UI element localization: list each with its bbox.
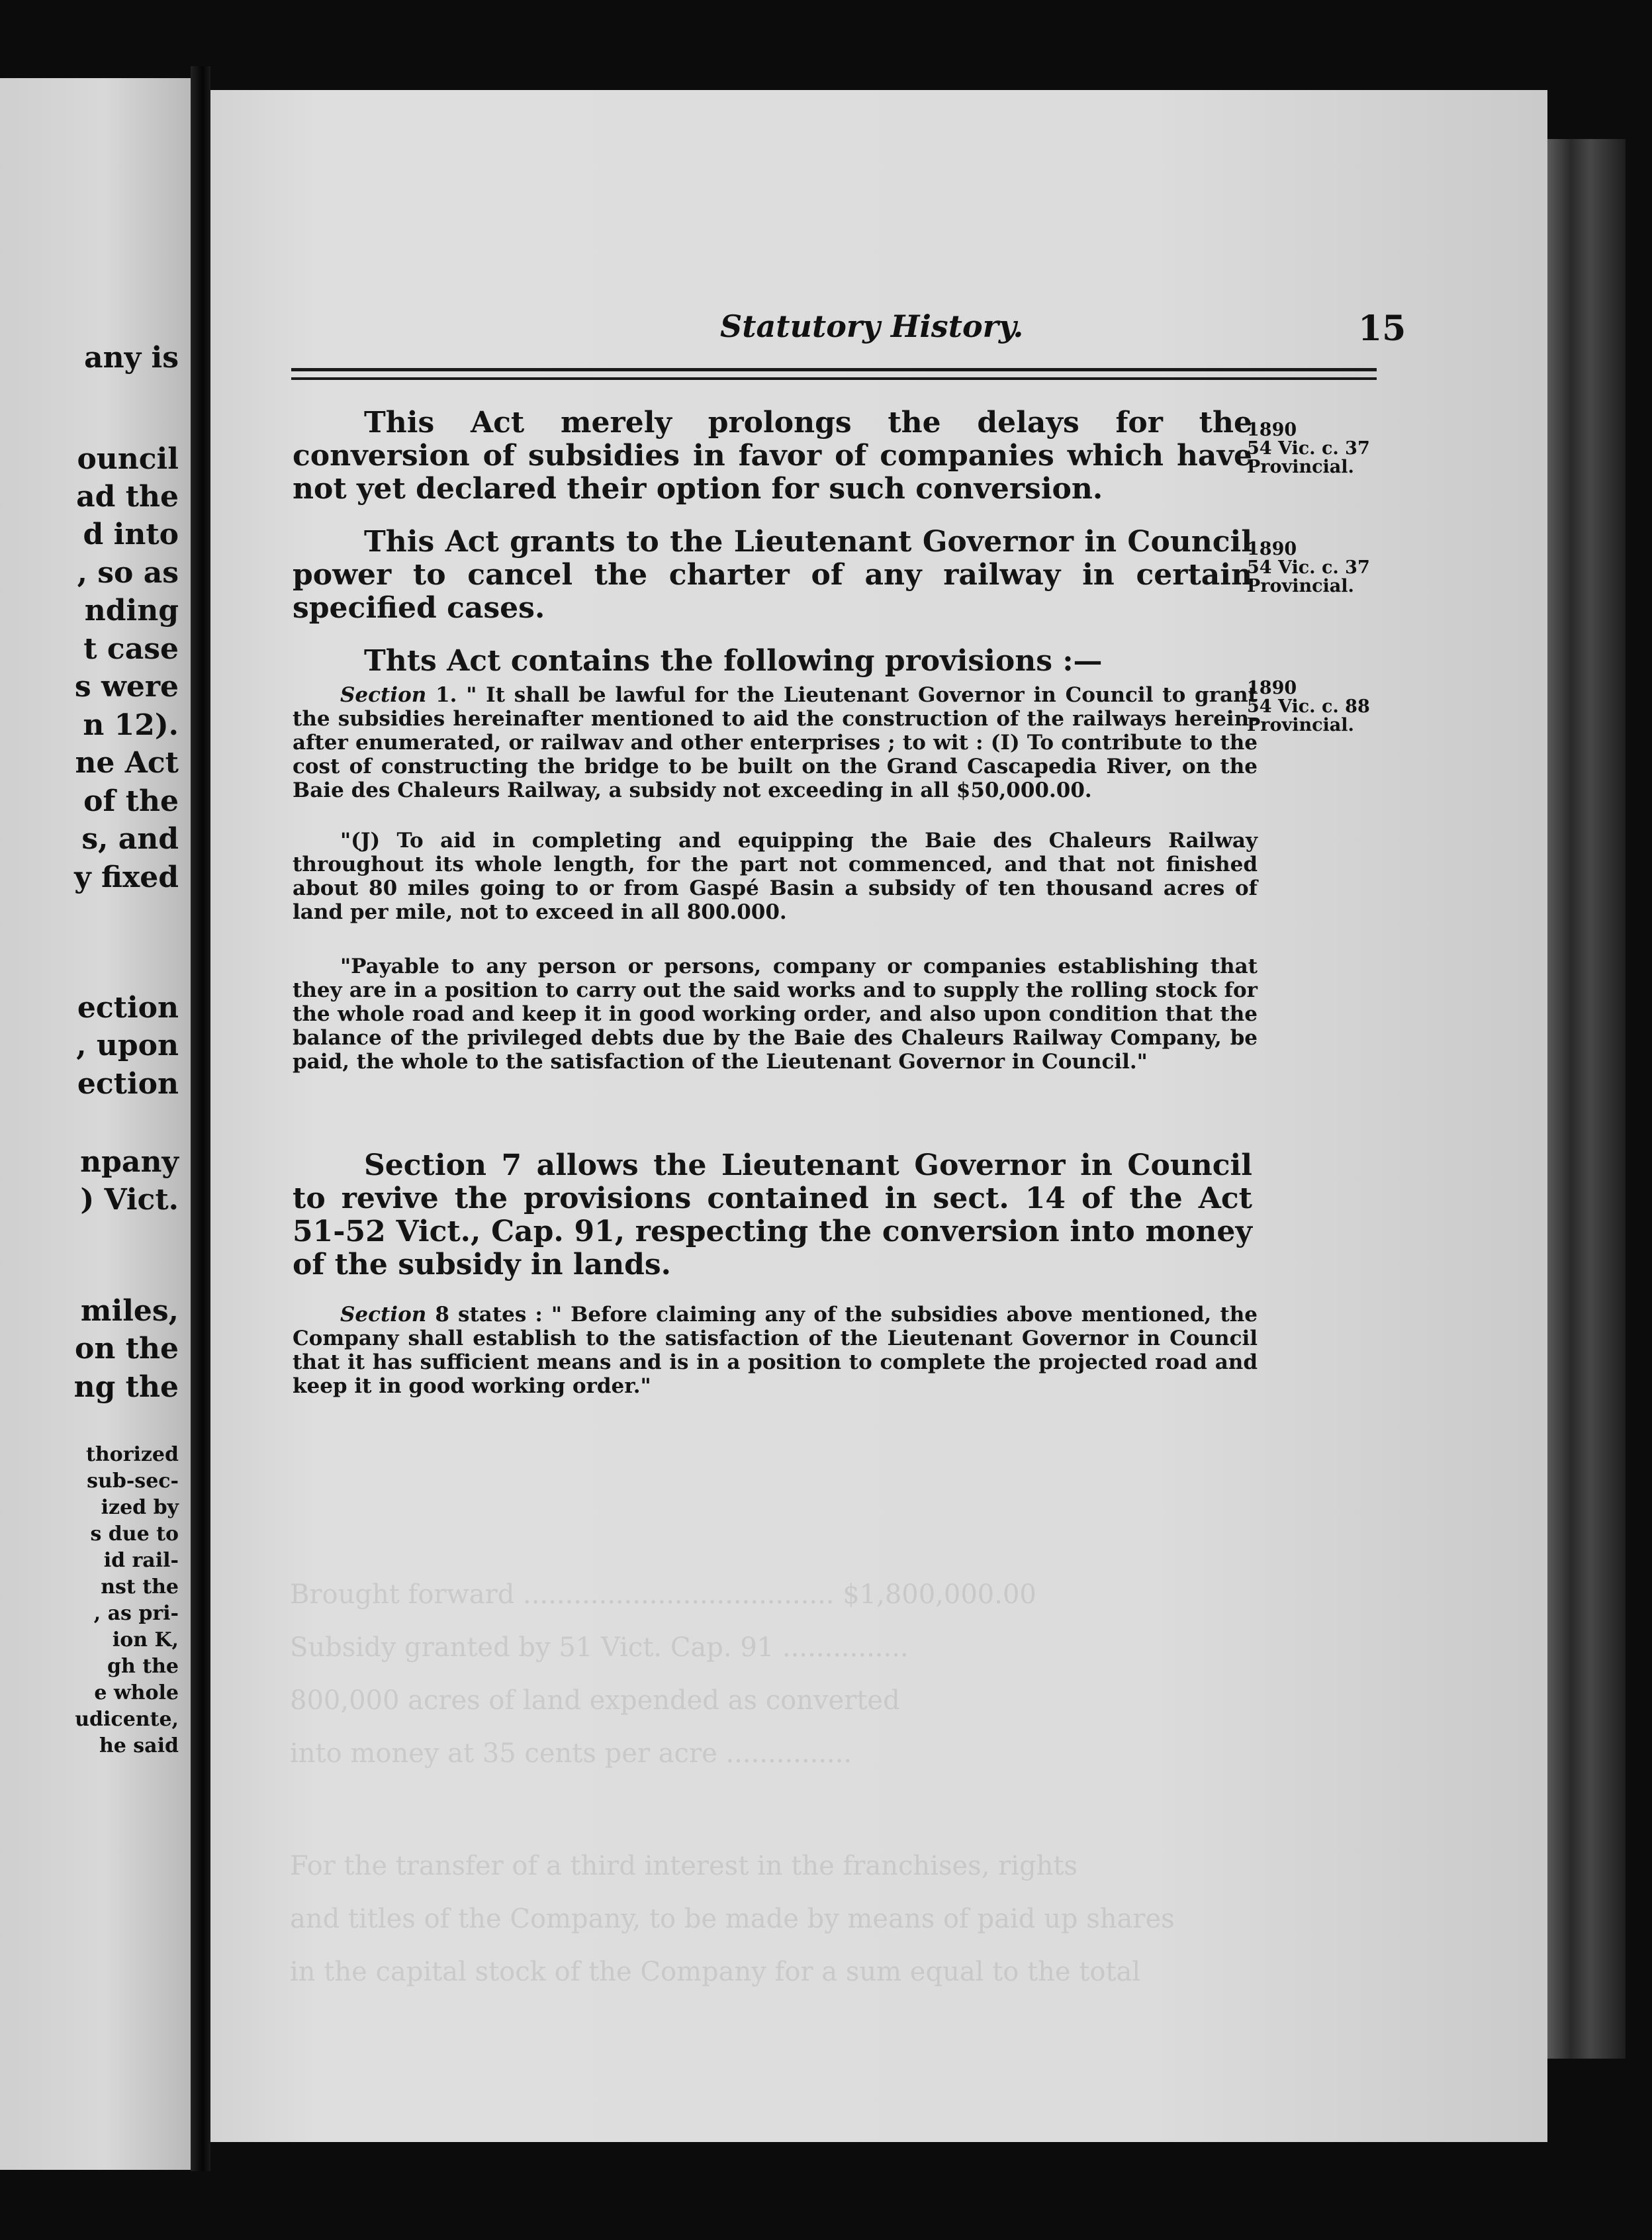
paragraph-2: This Act grants to the Lieutenant Governor in Council power to cancel the charter of any railway in certain specified cases.	[293, 525, 1252, 625]
margin-note-type: Provincial.	[1247, 715, 1354, 735]
previous-page-line: nding	[84, 594, 179, 628]
previous-page-line: ) Vict.	[80, 1183, 179, 1217]
bleed-through: For the transfer of a third interest in the franchises, rights	[290, 1851, 1078, 1881]
section-1-paragraph	[293, 683, 1258, 802]
previous-page-line: udicente,	[75, 1708, 179, 1731]
previous-page-line: s were	[74, 670, 179, 704]
previous-page-line: s, and	[81, 822, 179, 856]
previous-page-line: of the	[83, 784, 179, 818]
previous-page-line: miles,	[80, 1294, 179, 1328]
previous-page-line: ad the	[76, 480, 179, 514]
section-1-j-paragraph: "(J) To aid in completing and equipping the Baie des Chaleurs Railway throughout its whole length, for the part not commenced, and that not finished about 80 miles going to or from Gaspé Basin a subsidy of ten thousand acres of land per mile, not to exceed in all 800.000.	[293, 829, 1258, 924]
section-1-text: 1. " It shall be lawful for the Lieutenant Governor in Council to grant the subsidies hereinafter mentioned to aid the construction of the railways herein-after enumerated, or railwav and other enterprises ; to wit : (I) To contribute to the cost of constructing the bridge to be built on the Grand Cascapedia River, on the Baie des Chaleurs Railway, a subsidy not exceeding in all $50,000.00.	[293, 683, 1258, 802]
previous-page-line: e whole	[94, 1681, 179, 1704]
previous-page-line: ne Act	[75, 746, 179, 780]
margin-note	[1247, 421, 1370, 477]
header-rule	[291, 368, 1377, 371]
previous-page-line: gh the	[107, 1655, 179, 1678]
section-label: Section	[340, 1303, 427, 1327]
previous-page-line: he said	[99, 1734, 179, 1757]
book-spine	[191, 66, 210, 2171]
margin-note-act: 54 Vic. c. 37	[1247, 557, 1370, 578]
header-rule	[291, 377, 1377, 380]
previous-page-line: id rail-	[103, 1549, 179, 1572]
previous-page-line: t case	[83, 632, 179, 666]
section-8-text: 8 states : " Before claiming any of the subsidies above mentioned, the Company shall establish to the satisfaction of the Lieutenant Governor in Council that it has sufficient means and is in a position to complete the projected road and keep it in good working order."	[293, 1303, 1258, 1398]
previous-page-line: d into	[83, 518, 179, 551]
margin-note-year: 1890	[1247, 420, 1297, 440]
previous-page-line: ion K,	[112, 1628, 179, 1652]
previous-page-line: on the	[75, 1332, 179, 1366]
section-label: Section	[340, 683, 427, 707]
bleed-through: and titles of the Company, to be made by means of paid up shares	[290, 1904, 1175, 1934]
bleed-through: Brought forward ..................................... $1,800,000.00	[290, 1579, 1036, 1610]
margin-note	[1247, 679, 1370, 735]
bleed-through: in the capital stock of the Company for a sum equal to the total	[290, 1957, 1141, 1987]
previous-page-line: ection	[77, 991, 179, 1025]
margin-note-year: 1890	[1247, 678, 1297, 698]
previous-page-line: , as pri-	[93, 1602, 179, 1625]
previous-page-line: npany	[80, 1145, 179, 1179]
previous-page-line: any is	[84, 341, 179, 375]
margin-note-year: 1890	[1247, 539, 1297, 559]
section-7-paragraph: Section 7 allows the Lieutenant Governor in Council to revive the provisions contained in sect. 14 of the Act 51-52 Vict., Cap. 91, respecting the conversion into money of the subsidy in lands.	[293, 1148, 1252, 1282]
book-page	[210, 90, 1547, 2142]
margin-note-type: Provincial.	[1247, 576, 1354, 596]
previous-page-line: thorized	[86, 1443, 179, 1466]
page-number: 15	[1358, 308, 1406, 349]
previous-page-line: sub-sec-	[87, 1470, 179, 1493]
previous-page-line: nst the	[101, 1575, 179, 1599]
section-1-payable-paragraph: "Payable to any person or persons, company or companies establishing that they are in a position to carry out the said works and to supply the rolling stock for the whole road and keep it in good working order, and also upon condition that the balance of the privileged debts due by the Baie des Chaleurs Railway Company, be paid, the whole to the satisfaction of the Lieutenant Governor in Council."	[293, 955, 1258, 1074]
previous-page-line: n 12).	[83, 708, 179, 742]
previous-page-line: ection	[77, 1067, 179, 1101]
paragraph-1: This Act merely prolongs the delays for the conversion of subsidies in favor of companies which have not yet declared their option for such conversion.	[293, 406, 1252, 506]
section-8-paragraph	[293, 1303, 1258, 1398]
previous-page-line: s due to	[90, 1522, 179, 1546]
bleed-through: into money at 35 cents per acre ...............	[290, 1738, 852, 1769]
previous-page-line: , upon	[76, 1029, 179, 1062]
bleed-through: Subsidy granted by 51 Vict. Cap. 91 ...............	[290, 1632, 909, 1663]
margin-note-act: 54 Vic. c. 88	[1247, 696, 1370, 717]
running-head: Statutory History.	[720, 308, 1024, 344]
previous-page-line: ized by	[101, 1496, 179, 1519]
page-edge-shadow	[1547, 139, 1626, 2059]
previous-page-fragment	[0, 78, 191, 2170]
previous-page-line: , so as	[77, 556, 179, 590]
previous-page-line: ng the	[73, 1370, 179, 1404]
margin-note	[1247, 540, 1370, 596]
paragraph-3: Thts Act contains the following provisions :—	[364, 644, 1103, 678]
previous-page-line: ouncil	[77, 442, 179, 476]
previous-page-line: y fixed	[74, 861, 179, 894]
margin-note-act: 54 Vic. c. 37	[1247, 438, 1370, 459]
margin-note-type: Provincial.	[1247, 457, 1354, 477]
bleed-through: 800,000 acres of land expended as converted	[290, 1685, 900, 1716]
